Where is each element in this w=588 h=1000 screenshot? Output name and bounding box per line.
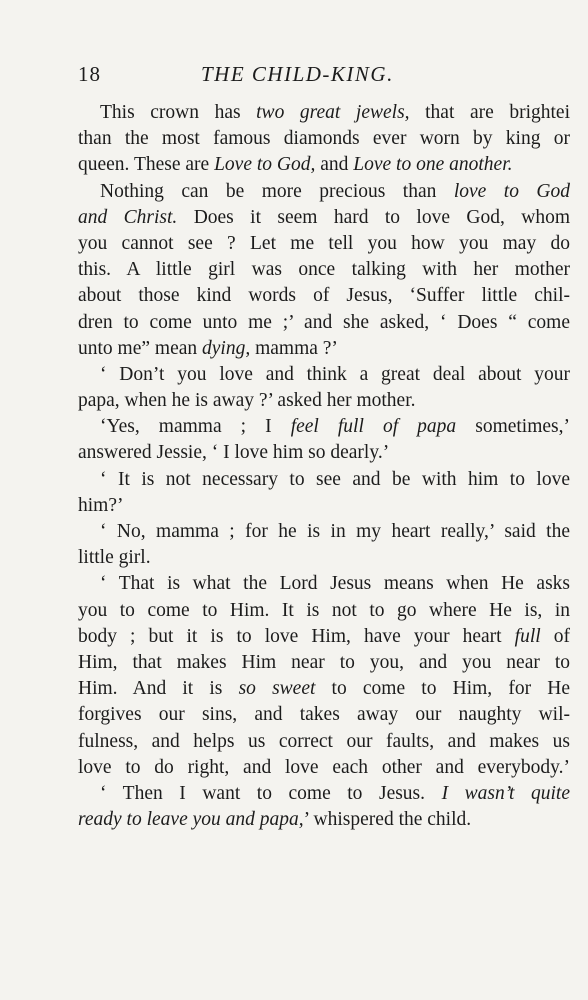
text-line <box>78 362 570 388</box>
running-title: THE CHILD-KING. <box>201 62 394 86</box>
text-segment: Does it seem hard to love God, whom <box>177 206 570 228</box>
italic-text: full <box>514 625 541 647</box>
text-segment: ‘ That is what the Lord Jesus means when He asks <box>100 573 570 595</box>
text-line <box>78 152 570 178</box>
text-segment: This crown has <box>100 102 257 123</box>
text-segment: to come to Him, for He <box>315 678 570 700</box>
text-line <box>78 598 570 624</box>
text-segment: love to do right, and love each other and everybody.’ <box>78 756 570 778</box>
text-line <box>78 519 570 545</box>
text-segment: than the most famous diamonds ever worn by king or <box>78 128 570 150</box>
text-segment: body ; but it is to love Him, have your heart <box>78 625 515 647</box>
italic-text: feel full of papa <box>290 416 457 438</box>
text-segment: you to come to Him. It is not to go where He is, in <box>78 599 570 621</box>
italic-text: so sweet <box>238 678 316 700</box>
text-line <box>78 755 570 781</box>
text-line <box>78 231 570 257</box>
italic-text: love to God <box>453 180 570 202</box>
text-line <box>78 571 570 597</box>
page-number: 18 <box>78 62 101 86</box>
italic-text: ready to leave you and papa, <box>78 809 304 831</box>
text-line <box>78 257 570 283</box>
text-line <box>78 310 570 336</box>
text-line <box>78 650 570 676</box>
text-segment: that are brightei <box>409 102 570 123</box>
text-line <box>78 126 570 152</box>
text-line <box>78 807 570 833</box>
text-segment: ‘ It is not necessary to see and be with him to love <box>100 468 570 490</box>
text-segment: Him, that makes Him near to you, and you near to <box>78 651 570 673</box>
text-segment: ’ whispered the child. <box>303 809 472 831</box>
text-line <box>78 336 570 362</box>
body-text <box>78 100 570 833</box>
text-segment: Nothing can be more precious than <box>100 180 454 202</box>
text-line <box>78 388 570 414</box>
text-segment: this. A little girl was once talking with her mother <box>78 259 570 281</box>
text-line <box>78 440 570 466</box>
text-line <box>78 100 570 126</box>
text-line <box>78 493 570 519</box>
text-segment: ‘ Then I want to come to Jesus. <box>100 782 442 804</box>
italic-text: two great jewels, <box>256 102 410 123</box>
text-segment: fulness, and helps us correct our faults, and makes us <box>78 730 570 752</box>
italic-text: Love to God, <box>214 154 316 176</box>
text-segment: about those kind words of Jesus, ‘Suffer little chil- <box>78 285 570 307</box>
text-segment: unto me” mean <box>78 337 202 359</box>
text-line <box>78 205 570 231</box>
text-segment: little girl. <box>78 547 151 569</box>
text-line <box>78 676 570 702</box>
text-segment: mamma ?’ <box>250 337 338 359</box>
text-line <box>78 179 570 205</box>
text-segment: of <box>540 625 570 647</box>
text-line <box>78 545 570 571</box>
italic-text: I wasn’t quite <box>441 782 570 804</box>
text-segment: Him. And it is <box>78 678 239 700</box>
text-segment: ‘ Don’t you love and think a great deal about your <box>100 363 570 385</box>
text-segment: ‘ No, mamma ; for he is in my heart really,’ said the <box>100 521 570 542</box>
italic-text: dying, <box>202 337 251 359</box>
text-segment: queen. These are <box>78 154 215 176</box>
text-line <box>78 729 570 755</box>
text-segment: answered Jessie, ‘ I love him so dearly.’ <box>78 442 390 464</box>
text-segment: dren to come unto me ;’ and she asked, ‘ Does “ come <box>78 311 570 333</box>
text-segment: him?’ <box>78 494 124 516</box>
text-line <box>78 467 570 493</box>
text-segment: papa, when he is away ?’ asked her mother. <box>78 390 416 412</box>
text-segment: you cannot see ? Let me tell you how you may do <box>78 232 570 254</box>
page-header <box>78 62 568 92</box>
text-segment: forgives our sins, and takes away our naughty wil- <box>78 704 570 726</box>
text-segment: ‘Yes, mamma ; I <box>100 416 291 438</box>
text-segment: sometimes,’ <box>456 416 570 438</box>
italic-text: Love to one another. <box>353 154 513 176</box>
text-line <box>78 624 570 650</box>
text-line <box>78 414 570 440</box>
text-segment: and <box>315 154 354 176</box>
italic-text: and Christ. <box>78 206 178 228</box>
text-line <box>78 781 570 807</box>
text-line <box>78 702 570 728</box>
text-line <box>78 283 570 309</box>
